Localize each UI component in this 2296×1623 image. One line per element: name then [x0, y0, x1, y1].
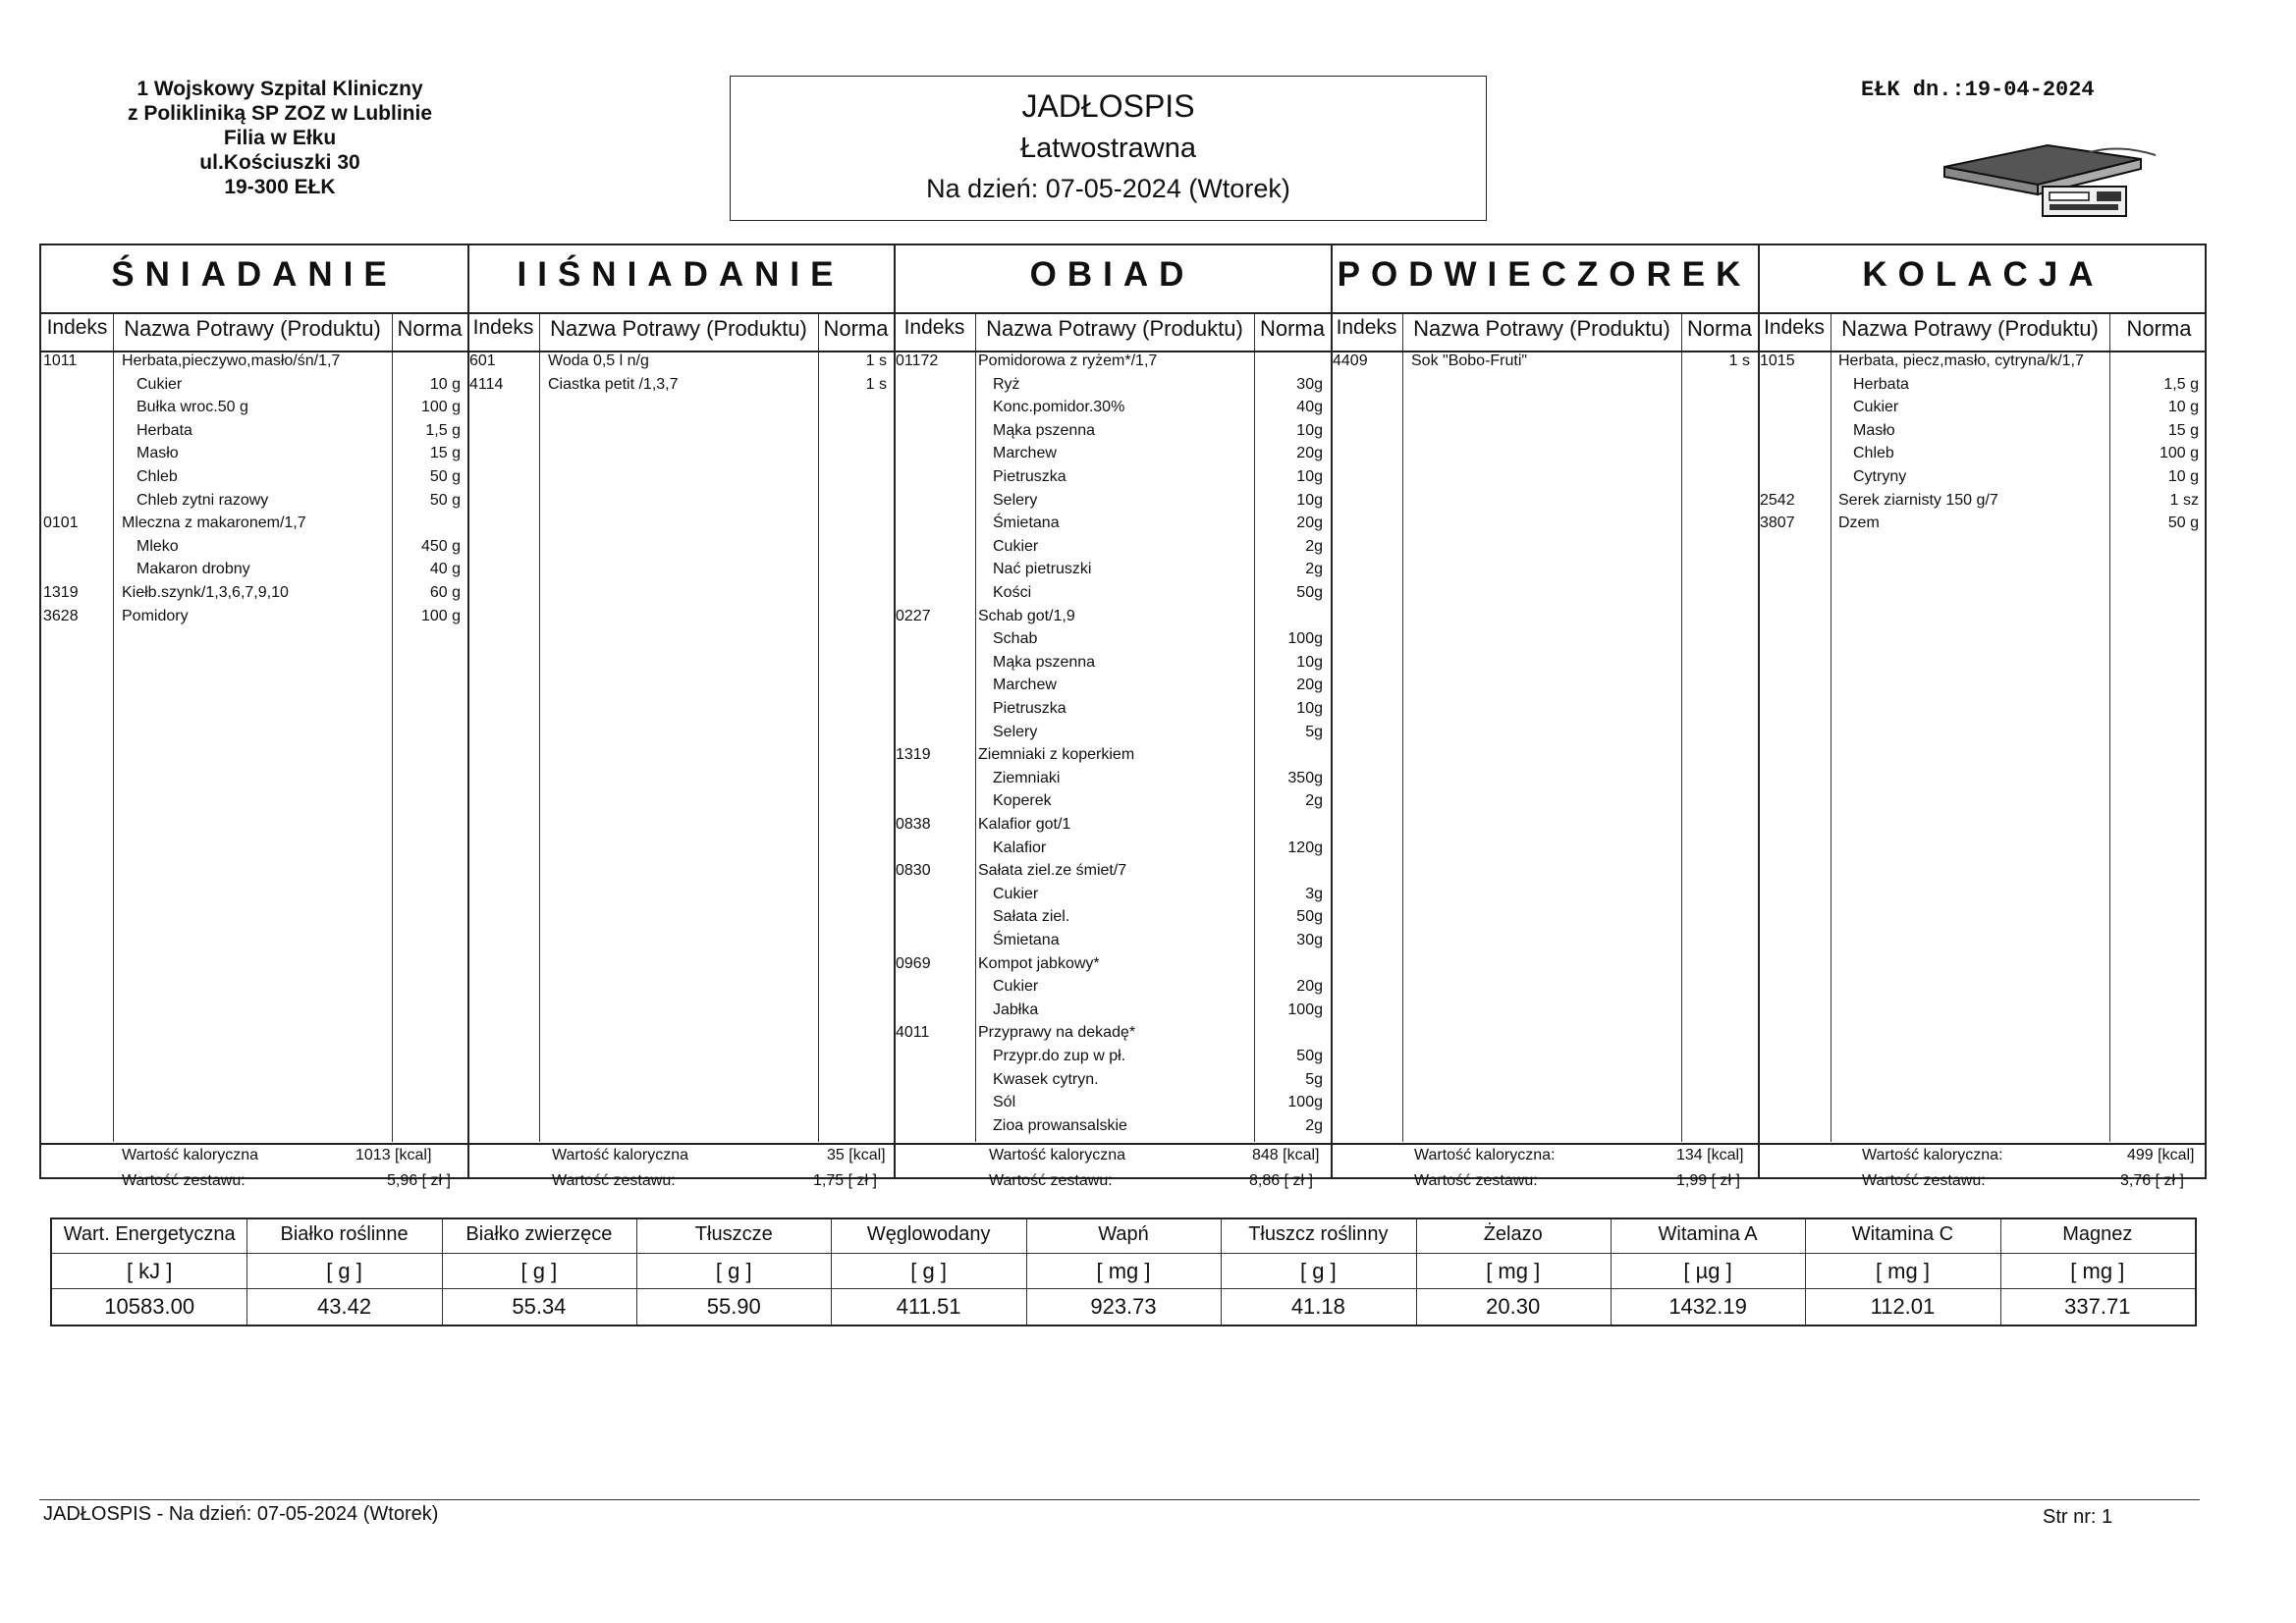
column-divider [1402, 314, 1403, 1142]
dish-name: Sałata ziel.ze śmiet/7 [978, 862, 1127, 880]
calorie-value: 35 [kcal] [827, 1147, 886, 1163]
dish-name: Ziemniaki z koperkiem [978, 746, 1135, 764]
nutrient-value: 411.51 [896, 1294, 961, 1319]
dish-name: Kalafior got/1 [978, 816, 1071, 833]
row-norm: 1 sz [2169, 491, 2199, 509]
nutrient-value: 337.71 [2064, 1294, 2131, 1319]
nutrition-table [50, 1217, 2197, 1326]
row-norm: 50 g [429, 468, 461, 485]
row-index: 1011 [43, 352, 78, 369]
column-divider [2109, 314, 2110, 1142]
hospital-line: 1 Wojskowy Szpital Kliniczny [137, 78, 423, 100]
row-index: 4409 [1333, 352, 1368, 369]
row-index: 0227 [896, 607, 931, 624]
row-norm: 1 s [865, 375, 887, 393]
nutrient-value: 55.90 [706, 1294, 761, 1319]
hospital-line: 19-300 EŁK [224, 176, 336, 198]
column-header-index: Indeks [903, 316, 965, 339]
meal-divider [1331, 245, 1333, 1177]
row-norm: 2g [1305, 561, 1323, 578]
row-norm: 40g [1296, 399, 1323, 416]
ingredient-name: Herbata [1853, 375, 1909, 393]
ingredient-name: Mleko [137, 537, 179, 555]
row-norm: 50 g [429, 491, 461, 509]
dish-name: Serek ziarnisty 150 g/7 [1838, 491, 1998, 509]
meal-title-ii-sniadanie: IIŚNIADANIE [517, 255, 845, 294]
ingredient-name: Schab [993, 630, 1038, 648]
hospital-address [88, 77, 471, 199]
ingredient-name: Makaron drobny [137, 561, 250, 578]
ingredient-name: Śmietana [993, 514, 1060, 532]
row-norm: 2g [1305, 792, 1323, 810]
row-norm: 10g [1296, 468, 1323, 485]
row-norm: 450 g [420, 537, 461, 555]
nutrient-name: Wart. Energetyczna [63, 1223, 236, 1245]
ingredient-name: Kości [993, 584, 1032, 601]
nutrient-unit: [ µg ] [1683, 1259, 1732, 1283]
row-divider [41, 1143, 2205, 1145]
column-header-name: Nazwa Potrawy (Produktu) [1413, 316, 1670, 341]
column-header-norm: Norma [1686, 316, 1752, 341]
column-header-norm: Norma [1259, 316, 1325, 341]
row-index: 0969 [896, 954, 931, 972]
row-index: 601 [469, 352, 496, 369]
column-header-norm: Norma [2126, 316, 2192, 341]
cost-label: Wartość zestawu: [989, 1172, 1113, 1189]
ingredient-name: Kwasek cytryn. [993, 1070, 1099, 1088]
row-norm: 2g [1305, 537, 1323, 555]
row-norm: 2g [1305, 1116, 1323, 1134]
cost-value: 5,96 [ zł ] [387, 1172, 451, 1189]
dish-name: Ciastka petit /1,3,7 [548, 375, 679, 393]
nutrient-name: Magnez [2062, 1223, 2133, 1245]
row-norm: 30g [1296, 375, 1323, 393]
ingredient-name: Chleb [1853, 445, 1894, 462]
nutrient-unit: [ kJ ] [126, 1259, 173, 1283]
calorie-value: 499 [kcal] [2127, 1147, 2195, 1163]
row-norm: 15 g [2167, 421, 2199, 439]
meal-title-podwieczorek: PODWIECZOREK [1337, 255, 1752, 294]
cost-label: Wartość zestawu: [122, 1172, 246, 1189]
ingredient-name: Cytryny [1853, 468, 1907, 485]
row-divider [52, 1288, 2195, 1289]
row-norm: 15 g [429, 445, 461, 462]
meal-divider [1758, 245, 1760, 1177]
dish-name: Kiełb.szynk/1,3,6,7,9,10 [122, 584, 289, 601]
nutrient-name: Witamina C [1851, 1223, 1954, 1245]
row-norm: 1,5 g [425, 421, 461, 439]
row-norm: 350g [1287, 769, 1323, 786]
row-norm: 10g [1296, 700, 1323, 717]
nutrient-unit: [ mg ] [1875, 1259, 1930, 1283]
ingredient-name: Pietruszka [993, 468, 1066, 485]
row-norm: 100 g [2159, 445, 2199, 462]
ingredient-name: Bułka wroc.50 g [137, 399, 248, 416]
row-norm: 100g [1287, 630, 1323, 648]
row-norm: 10g [1296, 421, 1323, 439]
nutrient-value: 112.01 [1870, 1294, 1936, 1319]
nutrient-unit: [ g ] [1300, 1259, 1337, 1283]
nutrient-unit: [ g ] [715, 1259, 752, 1283]
issue-date: EŁK dn.:19-04-2024 [1861, 78, 2095, 102]
nutrient-name: Tłuszcz roślinny [1248, 1223, 1389, 1245]
row-divider [41, 312, 2205, 314]
row-norm: 5g [1305, 1070, 1323, 1088]
column-header-index: Indeks [472, 316, 534, 339]
row-norm: 10 g [429, 375, 461, 393]
nutrient-unit: [ mg ] [1096, 1259, 1151, 1283]
footer-divider [39, 1499, 2200, 1500]
cost-value: 8,86 [ zł ] [1249, 1172, 1313, 1189]
row-norm: 5g [1305, 723, 1323, 740]
title-box [730, 76, 1487, 221]
ingredient-name: Mąka pszenna [993, 653, 1096, 671]
ingredient-name: Marchew [993, 445, 1057, 462]
column-header-name: Nazwa Potrawy (Produktu) [124, 316, 381, 341]
ingredient-name: Kalafior [993, 839, 1047, 856]
ingredient-name: Cukier [1853, 399, 1899, 416]
nutrient-name: Tłuszcze [694, 1223, 773, 1245]
dish-name: Przyprawy na dekadę* [978, 1024, 1136, 1042]
dish-name: Kompot jabkowy* [978, 954, 1100, 972]
column-header-name: Nazwa Potrawy (Produktu) [550, 316, 807, 341]
ingredient-name: Selery [993, 491, 1038, 509]
nutrient-unit: [ g ] [326, 1259, 362, 1283]
calorie-label: Wartość kaloryczna [989, 1147, 1125, 1163]
calorie-label: Wartość kaloryczna: [1414, 1147, 1556, 1163]
hospital-line: z Polikliniką SP ZOZ w Lublinie [128, 102, 432, 125]
nutrient-value: 41.18 [1290, 1294, 1345, 1319]
dish-name: Pomidorowa z ryżem*/1,7 [978, 352, 1158, 369]
ingredient-name: Cukier [993, 978, 1039, 996]
footer-title: JADŁOSPIS - Na dzień: 07-05-2024 (Wtorek) [43, 1503, 439, 1525]
row-norm: 10g [1296, 653, 1323, 671]
row-norm: 3g [1305, 885, 1323, 902]
nutrient-unit: [ mg ] [2070, 1259, 2125, 1283]
ingredient-name: Koperek [993, 792, 1052, 810]
ingredient-name: Nać pietruszki [993, 561, 1092, 578]
cost-value: 1,75 [ zł ] [813, 1172, 877, 1189]
ingredient-name: Cukier [993, 537, 1039, 555]
nutrient-unit: [ mg ] [1486, 1259, 1541, 1283]
ingredient-name: Marchew [993, 676, 1057, 694]
row-norm: 60 g [429, 584, 461, 601]
column-divider [818, 314, 819, 1142]
nutrient-unit: [ g ] [520, 1259, 558, 1283]
cost-label: Wartość zestawu: [1414, 1172, 1538, 1189]
ingredient-name: Sałata ziel. [993, 908, 1070, 926]
row-norm: 20g [1296, 514, 1323, 532]
meal-title-kolacja: KOLACJA [1862, 255, 2105, 294]
row-norm: 100 g [420, 399, 461, 416]
ingredient-name: Konc.pomidor.30% [993, 399, 1125, 416]
row-norm: 1 s [1728, 352, 1750, 369]
row-norm: 40 g [429, 561, 461, 578]
dish-name: Mleczna z makaronem/1,7 [122, 514, 306, 532]
nutrient-value: 1432.19 [1668, 1294, 1747, 1319]
calorie-label: Wartość kaloryczna [122, 1147, 258, 1163]
ingredient-name: Pietruszka [993, 700, 1066, 717]
calorie-value: 848 [kcal] [1252, 1147, 1320, 1163]
row-index: 1319 [896, 746, 931, 764]
cost-value: 3,76 [ zł ] [2120, 1172, 2184, 1189]
row-norm: 1 s [865, 352, 887, 369]
row-norm: 10g [1296, 491, 1323, 509]
ingredient-name: Przypr.do zup w pł. [993, 1048, 1126, 1064]
menu-date: Na dzień: 07-05-2024 (Wtorek) [926, 174, 1290, 203]
meal-title-sniadanie: ŚNIADANIE [111, 255, 398, 294]
ingredient-name: Masło [1853, 421, 1895, 439]
ingredient-name: Herbata [137, 421, 192, 439]
row-index: 1015 [1760, 352, 1795, 369]
nutrient-value: 20.30 [1486, 1294, 1541, 1319]
column-header-norm: Norma [397, 316, 463, 341]
row-norm: 20g [1296, 676, 1323, 694]
nutrient-name: Białko roślinne [280, 1223, 409, 1245]
ingredient-name: Jabłka [993, 1001, 1039, 1018]
calorie-label: Wartość kaloryczna [552, 1147, 688, 1163]
row-norm: 10 g [2167, 468, 2199, 485]
row-norm: 50 g [2167, 514, 2199, 532]
ingredient-name: Chleb zytni razowy [137, 491, 269, 509]
dish-name: Dzem [1838, 514, 1880, 532]
row-norm: 50g [1296, 1048, 1323, 1064]
nutrient-name: Witamina A [1658, 1223, 1758, 1245]
column-divider [113, 314, 114, 1142]
row-norm: 30g [1296, 932, 1323, 948]
row-index: 0830 [896, 862, 931, 880]
nutrient-name: Wapń [1098, 1223, 1149, 1245]
column-divider [975, 314, 976, 1142]
row-divider [52, 1253, 2195, 1254]
menu-table [39, 243, 2207, 1189]
page-number: Str nr: 1 [2043, 1506, 2113, 1528]
row-index: 3807 [1760, 514, 1795, 532]
hospital-line: ul.Kościuszki 30 [199, 151, 360, 174]
cost-label: Wartość zestawu: [1862, 1172, 1986, 1189]
row-index: 0101 [43, 514, 79, 532]
ingredient-name: Zioa prowansalskie [993, 1116, 1127, 1134]
ingredient-name: Sól [993, 1094, 1016, 1111]
nutrient-value: 55.34 [512, 1294, 567, 1319]
cost-value: 1,99 [ zł ] [1676, 1172, 1740, 1189]
column-header-index: Indeks [1764, 316, 1825, 339]
row-norm: 100 g [420, 607, 461, 624]
calorie-value: 134 [kcal] [1676, 1147, 1744, 1163]
row-index: 4011 [896, 1024, 930, 1042]
document-title: JADŁOSPIS [1021, 88, 1195, 124]
column-header-norm: Norma [823, 316, 889, 341]
row-norm: 10 g [2167, 399, 2199, 416]
row-index: 4114 [469, 375, 504, 393]
nutrient-name: Węglowodany [866, 1223, 991, 1245]
row-norm: 100g [1287, 1094, 1323, 1111]
meal-title-obiad: OBIAD [1029, 255, 1195, 294]
dish-name: Herbata, piecz,masło, cytryna/k/1,7 [1838, 352, 2084, 369]
document-printer-icon [1940, 128, 2165, 221]
nutrient-value: 43.42 [317, 1294, 372, 1319]
nutrient-name: Białko zwierzęce [465, 1223, 613, 1245]
column-divider [392, 314, 393, 1142]
row-index: 3628 [43, 607, 79, 624]
nutrient-unit: [ g ] [910, 1259, 947, 1283]
row-norm: 120g [1287, 839, 1323, 856]
column-header-index: Indeks [46, 316, 108, 339]
row-index: 2542 [1760, 491, 1795, 509]
ingredient-name: Cukier [137, 375, 183, 393]
column-divider [539, 314, 540, 1142]
ingredient-name: Ryż [993, 375, 1020, 393]
row-norm: 20g [1296, 445, 1323, 462]
row-index: 1319 [43, 584, 79, 601]
nutrient-name: Żelazo [1483, 1223, 1543, 1245]
dish-name: Herbata,pieczywo,masło/śn/1,7 [122, 352, 341, 369]
ingredient-name: Ziemniaki [993, 769, 1061, 786]
calorie-value: 1013 [kcal] [355, 1147, 432, 1163]
row-norm: 20g [1296, 978, 1323, 996]
calorie-label: Wartość kaloryczna: [1862, 1147, 2003, 1163]
hospital-line: Filia w Ełku [223, 127, 337, 149]
column-header-name: Nazwa Potrawy (Produktu) [986, 316, 1243, 341]
row-norm: 50g [1296, 584, 1323, 601]
column-divider [1681, 314, 1682, 1142]
ingredient-name: Mąka pszenna [993, 421, 1096, 439]
ingredient-name: Cukier [993, 885, 1039, 902]
dish-name: Woda 0,5 l n/g [548, 352, 649, 369]
row-norm: 50g [1296, 908, 1323, 926]
row-index: 0838 [896, 816, 931, 833]
ingredient-name: Selery [993, 723, 1038, 740]
dish-name: Schab got/1,9 [978, 607, 1075, 624]
row-norm: 1,5 g [2163, 375, 2199, 393]
column-header-name: Nazwa Potrawy (Produktu) [1841, 316, 2099, 341]
cost-label: Wartość zestawu: [552, 1172, 676, 1189]
nutrient-value: 923.73 [1090, 1294, 1157, 1319]
ingredient-name: Chleb [137, 468, 178, 485]
dish-name: Pomidory [122, 607, 189, 624]
row-norm: 100g [1287, 1001, 1323, 1018]
dish-name: Sok "Bobo-Fruti" [1411, 352, 1528, 369]
diet-name: Łatwostrawna [1020, 133, 1196, 164]
column-header-index: Indeks [1336, 316, 1397, 339]
ingredient-name: Śmietana [993, 932, 1060, 948]
ingredient-name: Masło [137, 445, 179, 462]
row-index: 01172 [896, 352, 939, 369]
nutrient-value: 10583.00 [104, 1294, 195, 1319]
column-divider [1254, 314, 1255, 1142]
